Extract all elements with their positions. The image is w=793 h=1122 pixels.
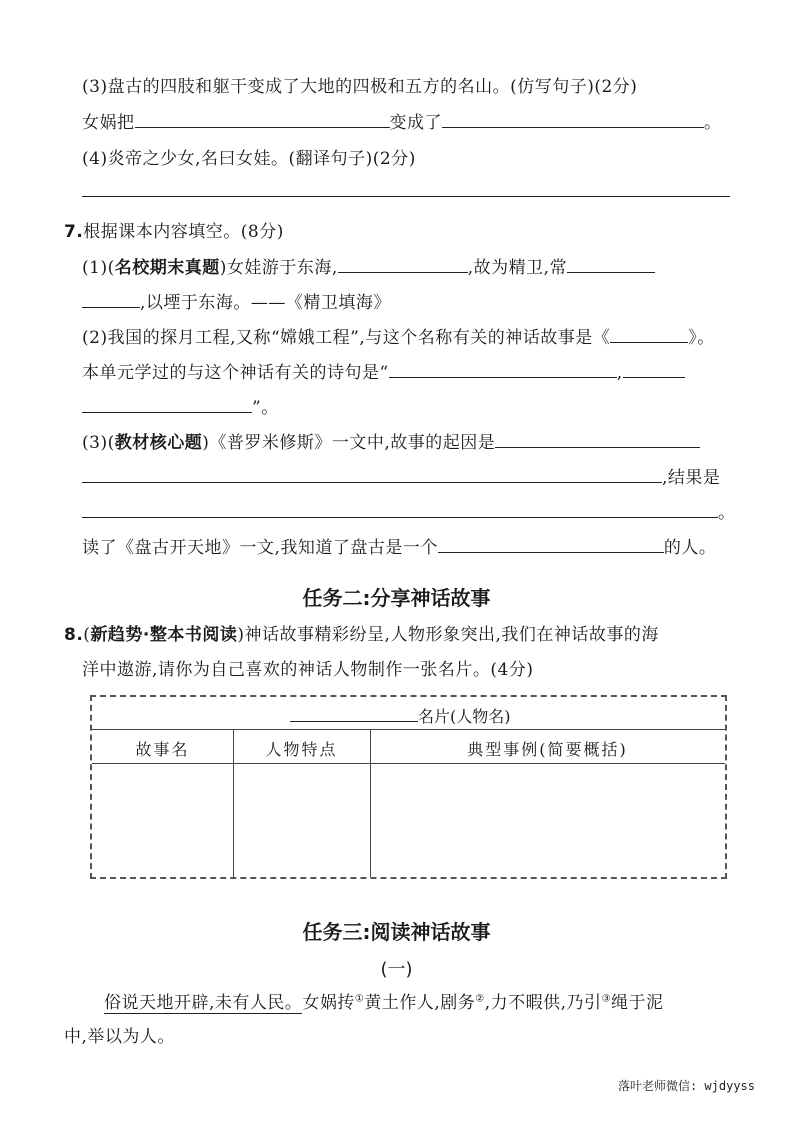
q7-part3-tag: 教材核心题 — [114, 433, 203, 453]
q7-part3-blank-cause-b[interactable] — [82, 466, 662, 483]
q7-part3-line2 — [82, 463, 720, 488]
name-card-title-row — [92, 697, 725, 730]
name-card-header-traits: 人物特点 — [265, 740, 338, 759]
q7-part3-text-a: )《普罗米修斯》一文中,故事的起因是 — [202, 433, 496, 453]
watermark: 落叶老师微信: wjdyyss — [617, 1079, 755, 1093]
footnote-marker-2: ② — [475, 993, 485, 1005]
footnote-marker-1: ① — [354, 993, 365, 1005]
name-card-header-example: 典型事例(简要概括) — [467, 740, 628, 759]
passage-text-d: 绳于泥 — [611, 993, 664, 1013]
q8-line2: 洋中遨游,请你为自己喜欢的神话人物制作一张名片。(4分) — [82, 660, 534, 680]
q7-part3-line1 — [82, 428, 700, 453]
name-card-table — [90, 695, 727, 879]
task3-section-number: (一) — [380, 959, 413, 980]
q7-part4-text-b: 的人。 — [663, 538, 717, 558]
passage-line1 — [104, 988, 664, 1013]
q6-part4-answer-line[interactable] — [82, 196, 730, 197]
q6-part3-prompt: (3)盘古的四肢和躯干变成了大地的四极和五方的名山。(仿写句子)(2分) — [82, 77, 638, 97]
q7-part1-tag: 名校期末真题 — [114, 258, 220, 278]
q8-tag-open: ( — [83, 625, 91, 645]
name-card-character-blank[interactable] — [290, 707, 418, 722]
q7-part2-blank-poem-1[interactable] — [389, 361, 617, 378]
q7-part4-line — [82, 533, 716, 558]
q6-part3-label-b: 变成了 — [389, 113, 442, 133]
q7-part3-text-b: ,结果是 — [662, 468, 721, 488]
passage-text-c: ,力不暇供,乃引 — [484, 993, 602, 1013]
task2-heading: 任务二:分享神话故事 — [302, 586, 491, 610]
q6-part3-period: 。 — [704, 113, 722, 133]
q6-part3-blank-2[interactable] — [442, 111, 704, 128]
q7-part3-blank-result[interactable] — [82, 501, 718, 518]
q6-part3-answer-line — [82, 108, 722, 133]
passage-line2: 中,举以为人。 — [64, 1027, 175, 1047]
q7-part1-line1 — [82, 253, 655, 278]
q7-part1-text-b: ,故为精卫,常 — [467, 258, 568, 278]
q7-part2-text-a: (2)我国的探月工程,又称“嫦娥工程”,与这个名称有关的神话故事是《 — [82, 328, 611, 348]
q8-line1 — [64, 620, 659, 645]
q7-title-text: 根据课本内容填空。(8分) — [83, 222, 284, 242]
q7-part2-text-e: ”。 — [252, 398, 279, 418]
q7-part3-line3 — [82, 498, 736, 523]
q7-part1-text-a: )女娃游于东海, — [219, 258, 338, 278]
q7-part3-period: 。 — [718, 503, 736, 523]
q7-part3-prefix: (3)( — [82, 433, 115, 453]
q7-part2-blank-title[interactable] — [610, 326, 688, 343]
q8-number: 8. — [64, 625, 84, 645]
q7-part1-blank-1[interactable] — [338, 256, 468, 273]
q7-part2-line3 — [82, 393, 279, 418]
q7-part2-comma: , — [616, 363, 623, 383]
q7-part1-text-c: ,以堙于东海。——《精卫填海》 — [140, 293, 391, 313]
q7-part1-prefix: (1)( — [82, 258, 115, 278]
q7-part1-blank-2b[interactable] — [82, 291, 140, 308]
name-card-header-story: 故事名 — [135, 740, 190, 759]
task3-heading: 任务三:阅读神话故事 — [302, 920, 491, 944]
q7-part2-blank-poem-2b[interactable] — [82, 396, 252, 413]
q7-part3-blank-cause-a[interactable] — [495, 431, 700, 448]
q8-tag: 新趋势·整本书阅读 — [90, 625, 238, 645]
passage-text-a: 女娲抟 — [302, 993, 355, 1013]
q7-part2-text-b: 》。 — [688, 328, 715, 348]
q7-part4-blank[interactable] — [438, 536, 664, 553]
q7-part2-text-c: 本单元学过的与这个神话有关的诗句是“ — [82, 363, 389, 383]
q8-text-line1: )神话故事精彩纷呈,人物形象突出,我们在神话故事的海 — [237, 625, 659, 645]
passage-underlined-sentence: 俗说天地开辟,未有人民。 — [104, 993, 303, 1013]
q6-part3-label-a: 女娲把 — [82, 113, 135, 133]
footnote-marker-3: ③ — [601, 993, 612, 1005]
q6-part4-prompt: (4)炎帝之少女,名曰女娃。(翻译句子)(2分) — [82, 149, 416, 169]
q7-part2-line1 — [82, 323, 715, 348]
q6-part3-blank-1[interactable] — [135, 111, 390, 128]
passage-text-b: 黄土作人,剧务 — [364, 993, 476, 1013]
name-card-title-text: 名片(人物名) — [418, 707, 511, 726]
q7-part1-blank-2a[interactable] — [567, 256, 655, 273]
q7-part4-text-a: 读了《盘古开天地》一文,我知道了盘古是一个 — [82, 538, 438, 558]
q7-number: 7. — [64, 222, 84, 242]
q7-part2-line2 — [82, 358, 685, 383]
name-card-title — [290, 704, 511, 727]
q7-title — [64, 217, 284, 242]
q7-part2-blank-poem-2a[interactable] — [623, 361, 685, 378]
q7-part1-line2 — [82, 288, 391, 313]
